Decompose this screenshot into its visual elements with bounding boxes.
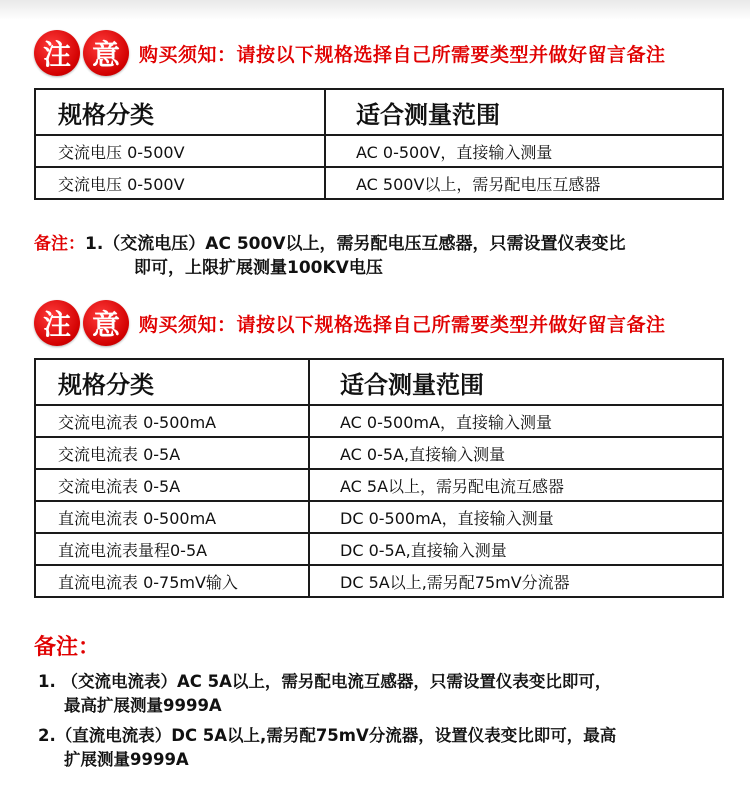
table-header-row <box>35 359 723 405</box>
spec-cell: 直流电流表量程0-5A <box>35 533 309 565</box>
range-cell: DC 0-500mA，直接输入测量 <box>309 501 723 533</box>
notice-banner-2 <box>34 300 666 346</box>
voltage-spec-table <box>34 88 724 200</box>
notice-text: 购买须知：请按以下规格选择自己所需要类型并做好留言备注 <box>139 313 666 336</box>
spec-cell: 交流电流表 0-5A <box>35 469 309 501</box>
table-row <box>35 437 723 469</box>
notice-banner-1 <box>34 30 666 76</box>
range-cell: AC 5A以上，需另配电流互感器 <box>309 469 723 501</box>
range-cell: DC 0-5A,直接输入测量 <box>309 533 723 565</box>
range-cell: DC 5A以上,需另配75mV分流器 <box>309 565 723 597</box>
table-row <box>35 565 723 597</box>
note-1-line-1: 1. （交流电流表）AC 5A以上，需另配电流互感器，只需设置仪表变比即可， <box>38 672 612 691</box>
note-1 <box>38 670 728 718</box>
notice-badge-yi: 意 <box>83 30 129 76</box>
remark-line-2: 即可，上限扩展测量100KV电压 <box>134 258 383 278</box>
table-row <box>35 405 723 437</box>
spec-cell: 直流电流表 0-75mV输入 <box>35 565 309 597</box>
header-range: 适合测量范围 <box>325 89 723 135</box>
table-row <box>35 135 723 167</box>
remark-1 <box>34 232 625 280</box>
spec-cell: 直流电流表 0-500mA <box>35 501 309 533</box>
note-2 <box>38 724 728 772</box>
range-cell: AC 0-500mA，直接输入测量 <box>309 405 723 437</box>
header-range: 适合测量范围 <box>309 359 723 405</box>
table-row <box>35 469 723 501</box>
spec-cell: 交流电压 0-500V <box>35 135 325 167</box>
top-band <box>0 0 750 20</box>
header-spec: 规格分类 <box>35 359 309 405</box>
notice-badge-zhu: 注 <box>34 300 80 346</box>
range-cell: AC 0-5A,直接输入测量 <box>309 437 723 469</box>
range-cell: AC 0-500V，直接输入测量 <box>325 135 723 167</box>
note-2-line-1: 2.（直流电流表）DC 5A以上,需另配75mV分流器，设置仪表变比即可，最高 <box>38 726 617 745</box>
table-row <box>35 501 723 533</box>
table-row <box>35 167 723 199</box>
remark-label-2: 备注： <box>34 635 101 660</box>
spec-cell: 交流电压 0-500V <box>35 167 325 199</box>
notice-badge-yi: 意 <box>83 300 129 346</box>
notice-text: 购买须知：请按以下规格选择自己所需要类型并做好留言备注 <box>139 43 666 66</box>
spec-cell: 交流电流表 0-5A <box>35 437 309 469</box>
table-row <box>35 533 723 565</box>
note-1-line-2: 最高扩展测量9999A <box>64 696 222 715</box>
notice-badge-zhu: 注 <box>34 30 80 76</box>
header-spec: 规格分类 <box>35 89 325 135</box>
table-header-row <box>35 89 723 135</box>
range-cell: AC 500V以上，需另配电压互感器 <box>325 167 723 199</box>
remark-line-1: 1.（交流电压）AC 500V以上，需另配电压互感器，只需设置仪表变比 <box>85 234 626 254</box>
current-spec-table <box>34 358 724 598</box>
note-2-line-2: 扩展测量9999A <box>64 750 189 769</box>
spec-cell: 交流电流表 0-500mA <box>35 405 309 437</box>
remark-label: 备注： <box>34 234 85 254</box>
